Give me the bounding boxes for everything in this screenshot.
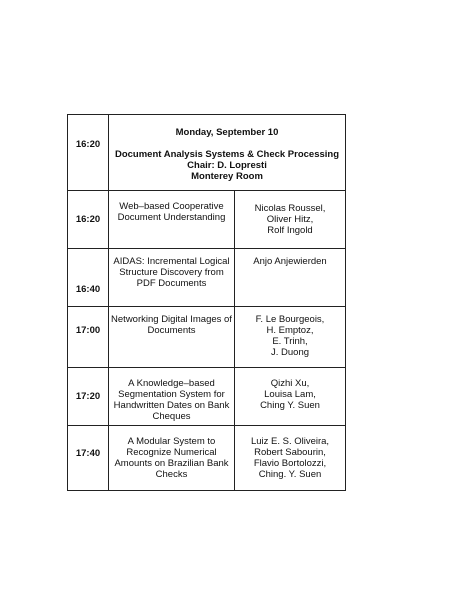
talk-title-line: Documents <box>147 325 196 336</box>
talk-title-line: Structure Discovery from <box>119 267 224 278</box>
author-line: Ching. Y. Suen <box>258 469 322 480</box>
talk-authors <box>235 249 346 307</box>
talk-title-line: Web–based Cooperative <box>119 201 224 212</box>
talk-authors <box>235 307 346 368</box>
talk-title-line: Amounts on Brazilian Bank <box>114 458 229 469</box>
talk-authors <box>235 426 346 491</box>
table-row <box>68 249 346 307</box>
session-name: Document Analysis Systems & Check Processing <box>114 149 340 160</box>
author-line: E. Trinh, <box>272 336 308 347</box>
talk-title-line: PDF Documents <box>136 278 207 289</box>
table-row <box>68 426 346 491</box>
table-row <box>68 368 346 426</box>
session-chair: Chair: D. Lopresti <box>187 160 267 171</box>
session-room: Monterey Room <box>191 171 263 182</box>
talk-title <box>109 249 235 307</box>
talk-title <box>109 368 235 426</box>
author-line: Anjo Anjewierden <box>253 256 327 267</box>
talk-time: 17:00 <box>68 307 109 368</box>
talk-title <box>109 307 235 368</box>
author-line: Rolf Ingold <box>267 225 313 236</box>
talk-time: 16:40 <box>68 249 109 307</box>
author-line: Louisa Lam, <box>264 389 316 400</box>
talk-title <box>109 191 235 249</box>
talk-title-line: A Knowledge–based <box>128 378 215 389</box>
author-line: Nicolas Roussel, <box>254 203 326 214</box>
table-row <box>68 191 346 249</box>
talk-time: 17:20 <box>68 368 109 426</box>
session-header-row <box>68 115 346 191</box>
talk-title-line: AIDAS: Incremental Logical <box>113 256 230 267</box>
session-header <box>109 115 346 191</box>
author-line: J. Duong <box>270 347 310 358</box>
talk-title-line: A Modular System to <box>127 436 216 447</box>
talk-authors <box>235 191 346 249</box>
talk-authors <box>235 368 346 426</box>
table-row <box>68 307 346 368</box>
author-line: F. Le Bourgeois, <box>255 314 325 325</box>
talk-title-line: Checks <box>155 469 188 480</box>
talk-title-line: Cheques <box>152 411 191 422</box>
author-line: Oliver Hitz, <box>266 214 314 225</box>
talk-title-line: Handwritten Dates on Bank <box>113 400 230 411</box>
schedule-table <box>67 114 346 491</box>
talk-title-line: Networking Digital Images of <box>111 314 232 325</box>
talk-title-line: Document Understanding <box>117 212 226 223</box>
talk-title <box>109 426 235 491</box>
session-time: 16:20 <box>68 115 109 191</box>
talk-time: 17:40 <box>68 426 109 491</box>
author-line: H. Emptoz, <box>266 325 314 336</box>
session-day: Monday, September 10 <box>175 127 279 138</box>
talk-time: 16:20 <box>68 191 109 249</box>
talk-title-line: Recognize Numerical <box>126 447 217 458</box>
author-line: Qizhi Xu, <box>270 378 310 389</box>
author-line: Robert Sabourin, <box>254 447 326 458</box>
author-line: Ching Y. Suen <box>260 400 320 411</box>
author-line: Luiz E. S. Oliveira, <box>250 436 330 447</box>
author-line: Flavio Bortolozzi, <box>253 458 327 469</box>
talk-title-line: Segmentation System for <box>118 389 225 400</box>
